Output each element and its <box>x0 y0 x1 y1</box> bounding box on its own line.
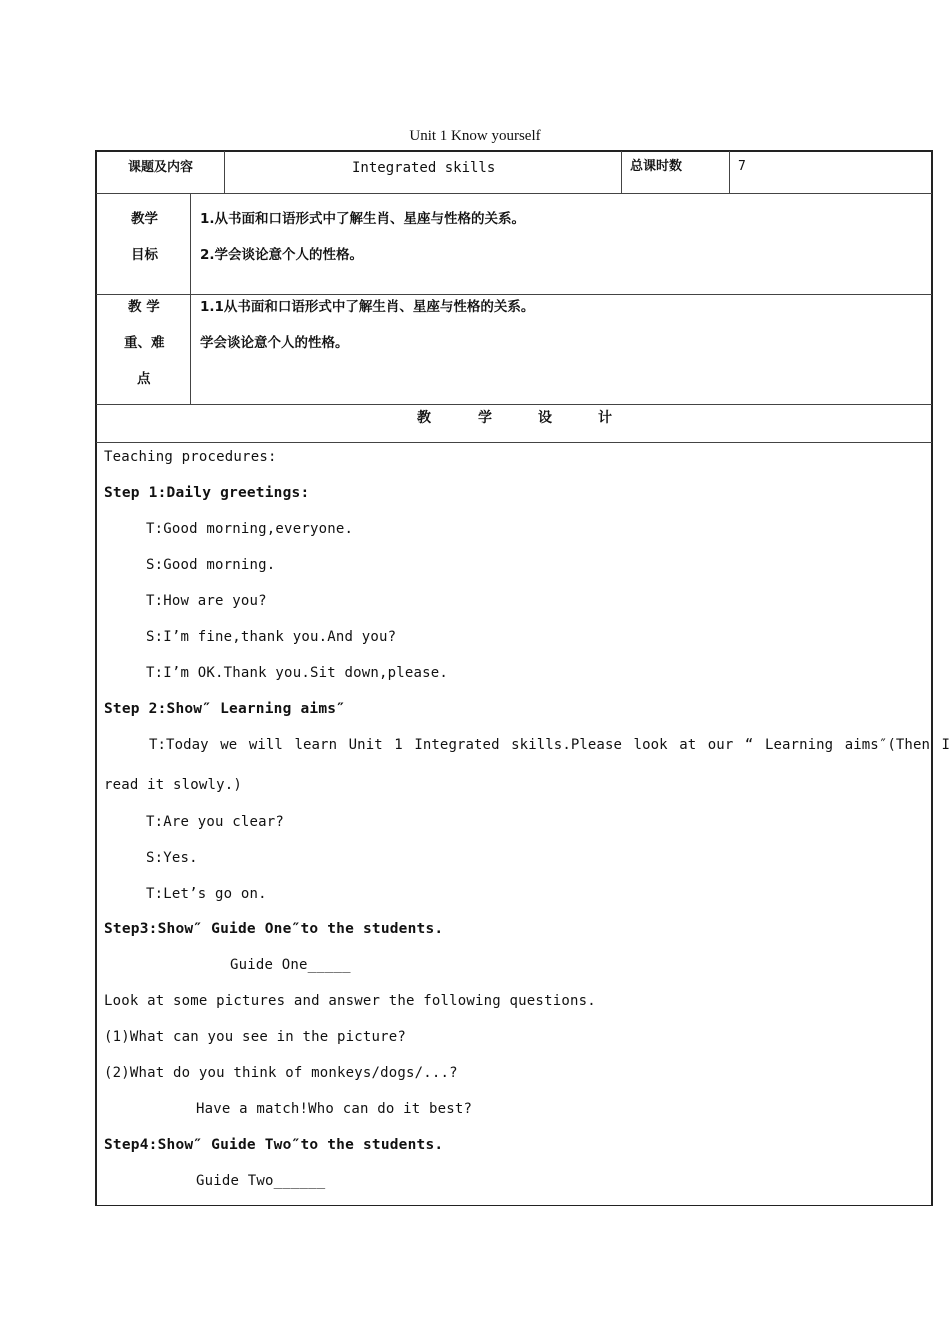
row-divider <box>96 442 932 443</box>
key-points-label: 重、难 <box>124 335 165 351</box>
dialogue-line: T:Good morning,everyone. <box>146 521 354 537</box>
step-heading: Step 1:Daily greetings: <box>104 485 310 501</box>
guide-title: Guide Two______ <box>196 1173 326 1189</box>
dialogue-line: T:Today we will learn Unit 1 Integrated skills.Please look at our “ Learning aims″(Then I <box>149 737 950 753</box>
procedure-line: Have a match!Who can do it best? <box>196 1101 473 1117</box>
column-divider <box>729 151 730 193</box>
dialogue-line: T:Let’s go on. <box>146 886 267 902</box>
document-title: Unit 1 Know yourself <box>409 128 541 144</box>
column-divider <box>190 193 191 404</box>
question-item: (2)What do you think of monkeys/dogs/...? <box>104 1065 458 1081</box>
key-points-label: 教 学 <box>128 299 160 315</box>
design-header-char: 设 <box>538 410 552 426</box>
step-heading: Step 2:Show″ Learning aims″ <box>104 701 346 717</box>
dialogue-line: S:Yes. <box>146 850 198 866</box>
objective-item: 1.从书面和口语形式中了解生肖、星座与性格的关系。 <box>200 211 526 227</box>
row-divider <box>96 193 932 194</box>
column-divider <box>621 151 622 193</box>
objectives-label: 目标 <box>131 247 158 263</box>
row-divider <box>96 294 932 295</box>
key-point-item: 1.1从书面和口语形式中了解生肖、星座与性格的关系。 <box>200 299 535 315</box>
dialogue-line: T:How are you? <box>146 593 267 609</box>
guide-title: Guide One_____ <box>230 957 351 973</box>
dialogue-line: T:I’m OK.Thank you.Sit down,please. <box>146 665 449 681</box>
column-divider <box>224 151 225 193</box>
question-item: (1)What can you see in the picture? <box>104 1029 407 1045</box>
dialogue-line: S:Good morning. <box>146 557 276 573</box>
procedure-line: Look at some pictures and answer the following questions. <box>104 993 596 1009</box>
total-hours-label: 总课时数 <box>630 159 683 174</box>
step-heading: Step4:Show″ Guide Two″to the students. <box>104 1137 444 1153</box>
topic-label: 课题及内容 <box>128 160 194 175</box>
total-hours-value: 7 <box>738 159 746 174</box>
key-points-label: 点 <box>137 371 151 387</box>
dialogue-line: S:I’m fine,thank you.And you? <box>146 629 397 645</box>
row-divider <box>96 404 932 405</box>
key-point-item: 学会谈论意个人的性格。 <box>200 335 349 351</box>
objective-item: 2.学会谈论意个人的性格。 <box>200 247 364 263</box>
step-heading: Step3:Show″ Guide One″to the students. <box>104 921 444 937</box>
objectives-label: 教学 <box>131 211 158 227</box>
dialogue-line: T:Are you clear? <box>146 814 285 830</box>
topic-value: Integrated skills <box>352 160 496 176</box>
dialogue-line: read it slowly.) <box>104 777 243 793</box>
procedure-line: Teaching procedures: <box>104 449 277 465</box>
design-header-char: 学 <box>478 410 492 426</box>
design-header-char: 计 <box>598 410 612 426</box>
design-header-char: 教 <box>417 410 431 426</box>
